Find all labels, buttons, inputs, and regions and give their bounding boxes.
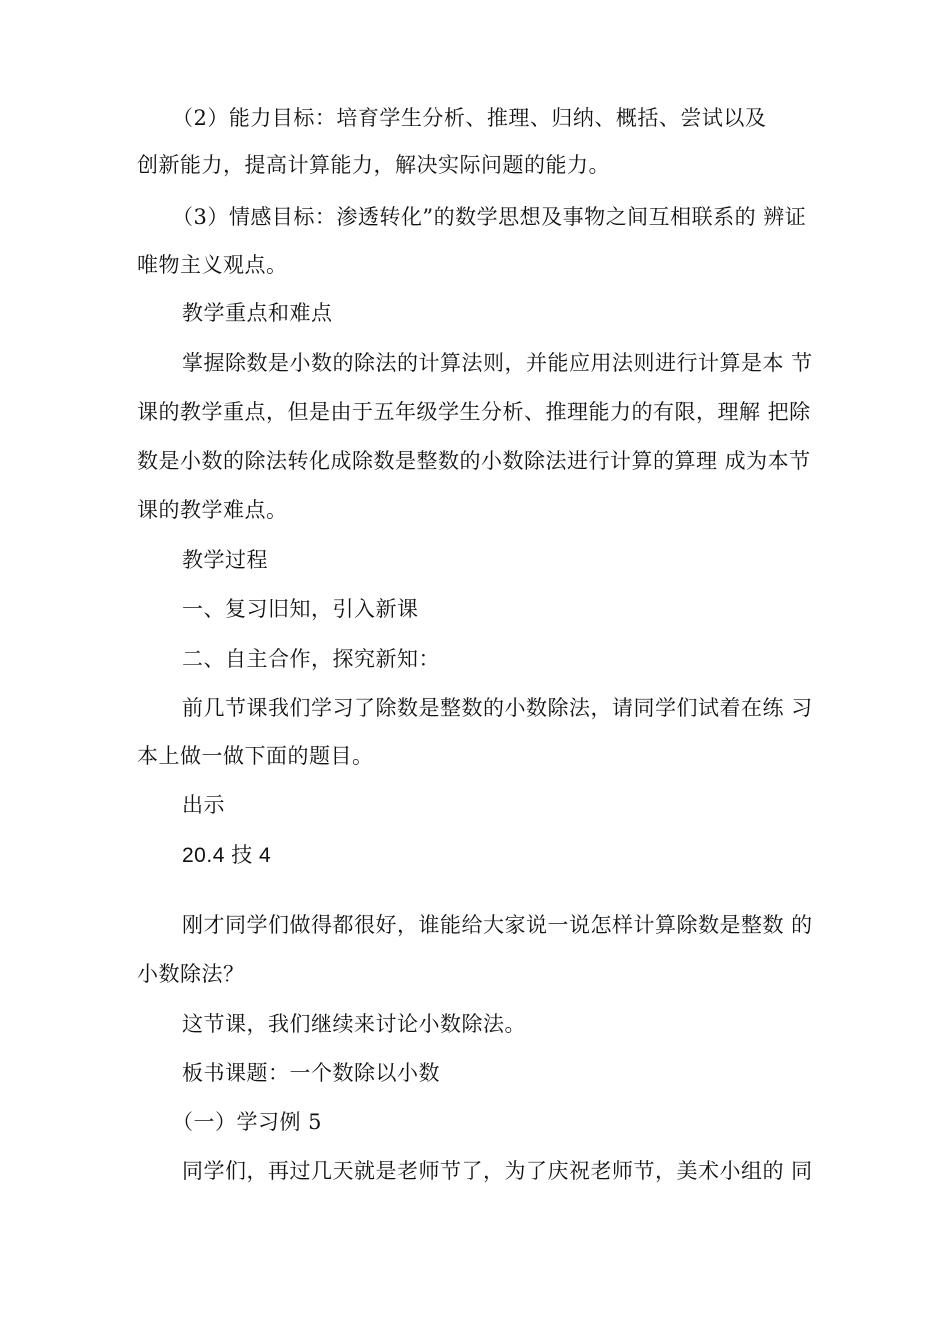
section-explore: 二、自主合作，探究新知：	[182, 647, 440, 671]
paragraph-key-points-line2: 课的教学重点，但是由于五年级学生分析、推理能力的有限，理解 把除	[137, 400, 811, 424]
paragraph-key-points-line3: 数是小数的除法转化成除数是整数的小数除法进行计算的算理 成为本节	[137, 449, 811, 473]
paragraph-teachers-day: 同学们，再过几天就是老师节了，为了庆祝老师节，美术小组的 同	[182, 1159, 813, 1183]
heading-key-points: 教学重点和难点	[182, 301, 333, 325]
paragraph-question-line2: 小数除法？	[137, 962, 245, 986]
section-example-5: （一）学习例 5	[172, 1110, 323, 1134]
paragraph-exercise-line1: 前几节课我们学习了除数是整数的小数除法，请同学们试着在练 习	[182, 696, 813, 720]
paragraph-key-points-line4: 课的教学难点。	[137, 498, 288, 522]
paragraph-topic: 板书课题：一个数除以小数	[182, 1061, 440, 1085]
paragraph-show: 出示	[182, 793, 225, 817]
paragraph-emotion-goal-line1: （3）情感目标：渗透转化”的数学思想及事物之间互相联系的 辨证	[172, 205, 807, 229]
section-review: 一、复习旧知，引入新课	[182, 597, 419, 621]
paragraph-exercise-line2: 本上做一做下面的题目。	[137, 744, 374, 768]
paragraph-ability-goal-line2: 创新能力，提高计算能力，解决实际问题的能力。	[137, 153, 610, 177]
paragraph-ability-goal-line1: （2）能力目标：培育学生分析、推理、归纳、概括、尝试以及	[172, 106, 767, 130]
paragraph-emotion-goal-line2: 唯物主义观点。	[137, 253, 288, 277]
heading-teaching-process: 教学过程	[182, 548, 268, 572]
paragraph-continue: 这节课，我们继续来讨论小数除法。	[182, 1012, 526, 1036]
paragraph-problem: 20.4 技 4	[182, 844, 272, 867]
paragraph-question-line1: 刚才同学们做得都很好，谁能给大家说一说怎样计算除数是整数 的	[182, 913, 813, 937]
paragraph-key-points-line1: 掌握除数是小数的除法的计算法则，并能应用法则进行计算是本 节	[182, 351, 813, 375]
